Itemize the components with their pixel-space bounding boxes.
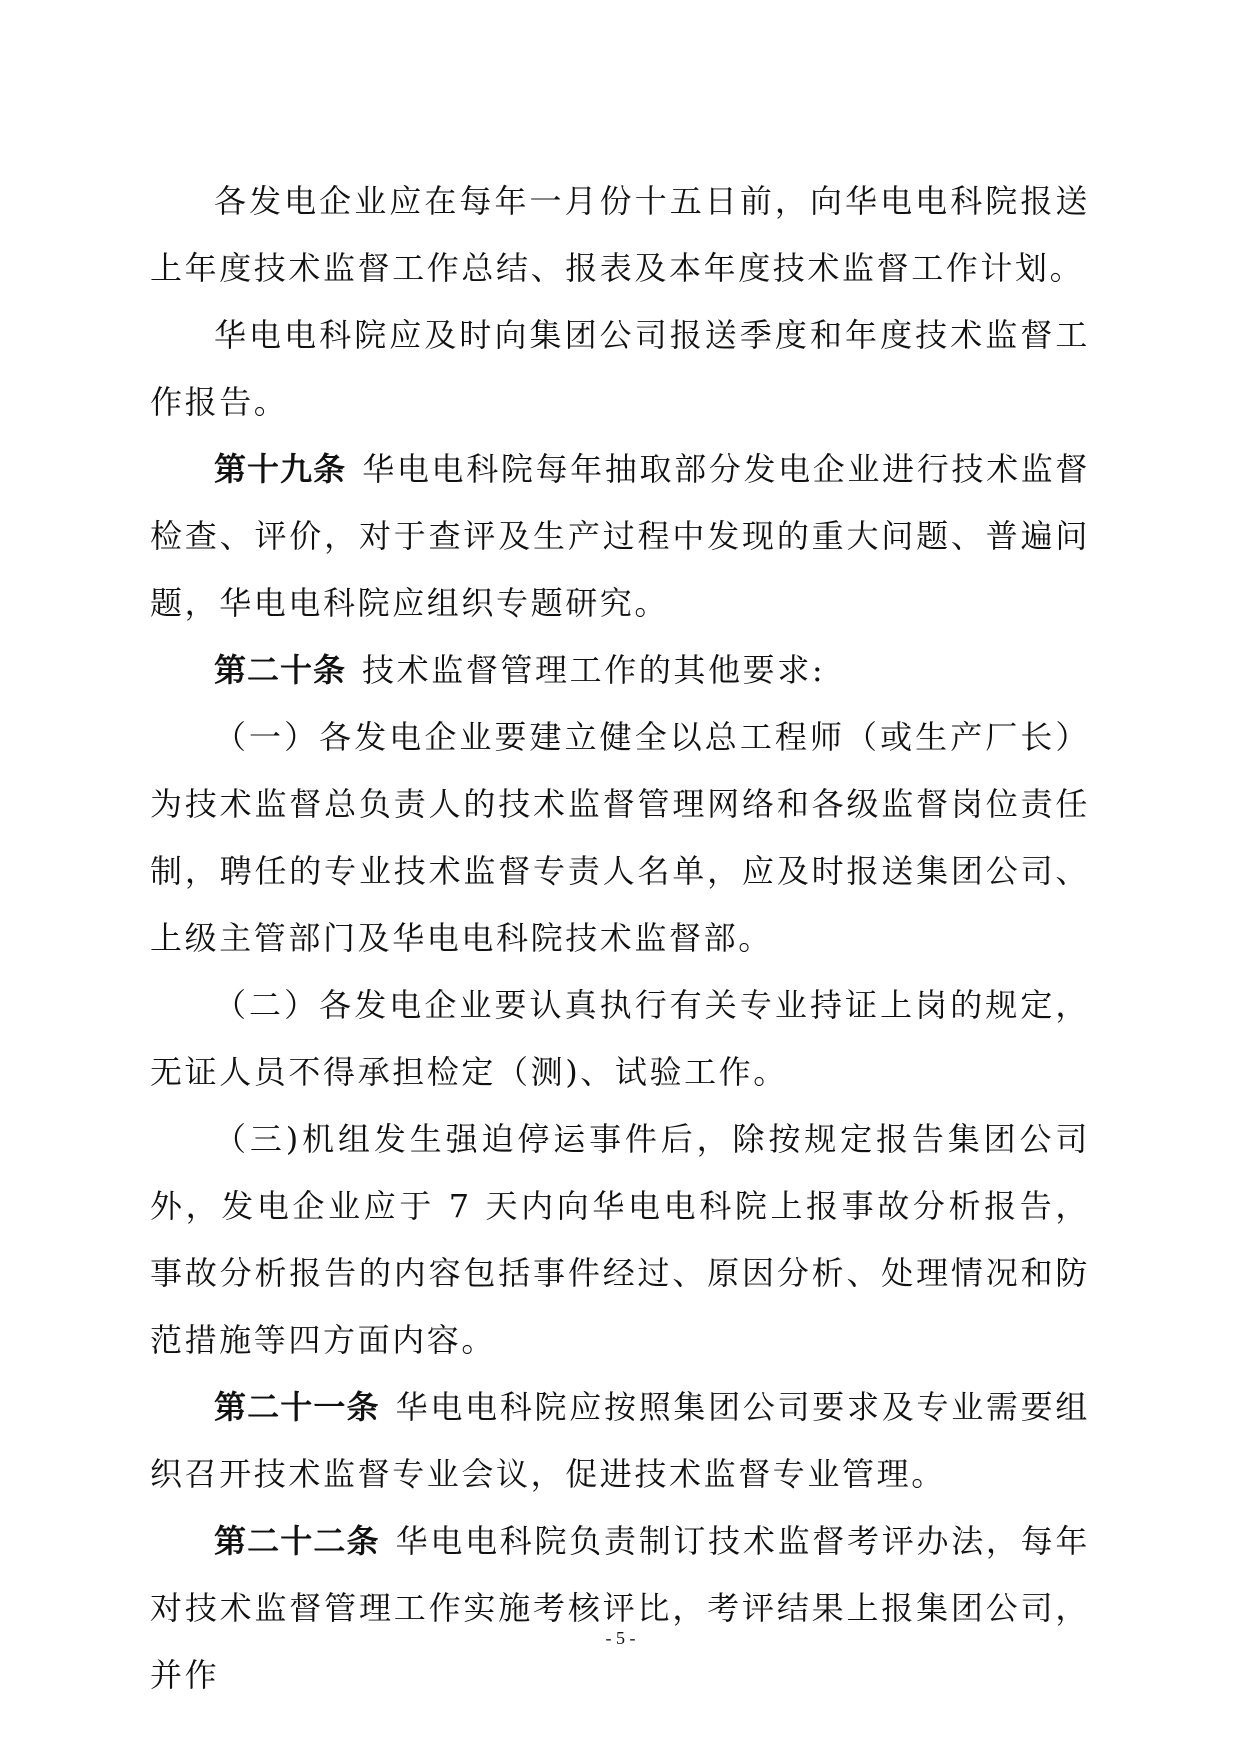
paragraph-text: （一）各发电企业要建立健全以总工程师（或生产厂长）为技术监督总负责人的技术监督管理网络和各级监督岗位责任制，聘任的专业技术监督专责人名单，应及时报送集团公司、上级主管部门及华电电科院技术监督部。 — [150, 718, 1090, 957]
paragraph-text: 华电电科院应按照集团公司要求及专业需要组织召开技术监督专业会议，促进技术监督专业管理。 — [150, 1388, 1090, 1493]
page-number: - 5 - — [605, 1628, 636, 1648]
paragraph-text: 华电电科院负责制订技术监督考评办法，每年对技术监督管理工作实施考核评比，考评结果上报集团公司，并作 — [150, 1522, 1090, 1694]
paragraph-text: 华电电科院每年抽取部分发电企业进行技术监督检查、评价，对于查评及生产过程中发现的重大问题、普遍问题，华电电科院应组织专题研究。 — [150, 450, 1090, 622]
article-20-item-2 — [150, 972, 1090, 1106]
paragraph-text: 各发电企业应在每年一月份十五日前，向华电电科院报送上年度技术监督工作总结、报表及本年度技术监督工作计划。 — [150, 182, 1090, 287]
article-20-item-3 — [150, 1106, 1090, 1374]
article-heading: 第二十一条 — [214, 1388, 380, 1426]
article-20 — [150, 637, 1090, 704]
article-19 — [150, 436, 1090, 637]
document-body — [150, 168, 1090, 1709]
article-20-item-1 — [150, 704, 1090, 972]
article-heading: 第十九条 — [214, 450, 347, 488]
paragraph-text: 华电电科院应及时向集团公司报送季度和年度技术监督工作报告。 — [150, 316, 1090, 421]
article-21 — [150, 1374, 1090, 1508]
paragraph-text: （二）各发电企业要认真执行有关专业持证上岗的规定，无证人员不得承担检定（测)、试验工作。 — [150, 986, 1090, 1091]
paragraph-annual-report — [150, 168, 1090, 302]
paragraph-text: （三)机组发生强迫停运事件后，除按规定报告集团公司外，发电企业应于 7 天内向华电电科院上报事故分析报告，事故分析报告的内容包括事件经过、原因分析、处理情况和防范措施等四方面内容。 — [150, 1120, 1090, 1359]
article-heading: 第二十二条 — [214, 1522, 380, 1560]
article-heading: 第二十条 — [214, 651, 347, 689]
paragraph-text: 技术监督管理工作的其他要求: — [362, 651, 826, 689]
article-22 — [150, 1508, 1090, 1709]
paragraph-quarterly-report — [150, 302, 1090, 436]
